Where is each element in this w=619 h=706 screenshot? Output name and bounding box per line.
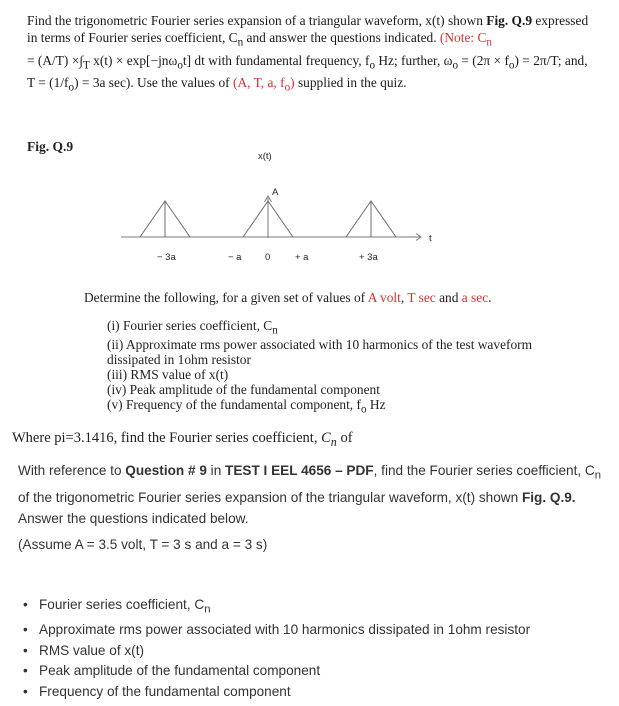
tick-label: + a [295,252,309,263]
question-item: (iii) RMS value of x(t) [107,367,229,383]
question-item: (i) Fourier series coefficient, $C_n$ [107,318,278,337]
question-item: (iv) Peak amplitude of the fundamental component [107,381,380,397]
question-item: (ii) Approximate rms power associated with 10 harmonics of the test waveform [107,337,533,353]
question-item-continuation: dissipated in 1ohm resistor [107,352,251,368]
question-list [107,319,532,417]
where-pi-line: Where pi=3.1416, find the Fourier series coefficient, $C_n$ of [12,430,353,449]
supplied-values: (A, T, a, $f_o$) [233,75,295,95]
tick-label: + 3a [359,252,378,263]
list-item: • Approximate rms power associated with 10 harmonics dissipated in 1ohm resistor [18,620,530,641]
list-item: • Peak amplitude of the fundamental component [18,661,530,682]
tick-label: 0 [265,252,271,263]
assumption-line: (Assume A = 3.5 volt, T = 3 s and a = 3 s) [18,537,268,552]
peak-label: A [272,187,279,198]
amplitude-axis-arrow [265,196,272,202]
list-item: • Frequency of the fundamental component [18,682,530,703]
tick-label: − 3a [157,252,176,263]
list-item: • Fourier series coefficient, $C_n$ [18,595,530,620]
reference-paragraph: With reference to Question # 9 in TEST I EEL 4656 – PDF, find the Fourier series coefficient, $C_n$ of the trigonometric Fourier series expansion of the triangular waveform, x(t) shown Fig. Q.9. Answer the questions indicated below. [18,463,602,526]
y-axis-label: x(t) [258,151,272,162]
t-axis-label: t [429,233,432,244]
triangle-left [140,201,190,237]
figure-reference: Fig. Q.9 [486,13,533,28]
bullet-list [18,595,530,702]
time-axis-arrow [416,234,421,241]
note-text: (Note: $C_n$ [439,30,492,49]
determine-instruction: Determine the following, for a given set of values of A volt, T sec and a sec. [84,290,492,305]
problem-statement: Find the trigonometric Fourier series expansion of a triangular waveform, x(t) shown Fig. Q.9 expressed in terms of Fourier series coefficient, $C_n$ and answer the questions indicated. (Note: $C_n$ = $(A/T) \times\int_T$ x(t) × exp[−jnω$_o$t] dt with fundamental frequency, $f_o$ Hz; further, $\omega_o = (2\pi \times f_o) = 2\pi/T$; and, $T = (1/f_o) = 3a$ sec). Use the values of (A, T, a, $f_o$) supplied in the quiz. [27,13,589,95]
tick-label: − a [228,252,242,263]
triangle-right [346,201,396,237]
list-item: • RMS value of x(t) [18,641,530,662]
figure-label: Fig. Q.9 [27,139,74,154]
question-item: (v) Frequency of the fundamental component, $f_o$ Hz [107,396,386,416]
triangle-center [243,201,293,237]
